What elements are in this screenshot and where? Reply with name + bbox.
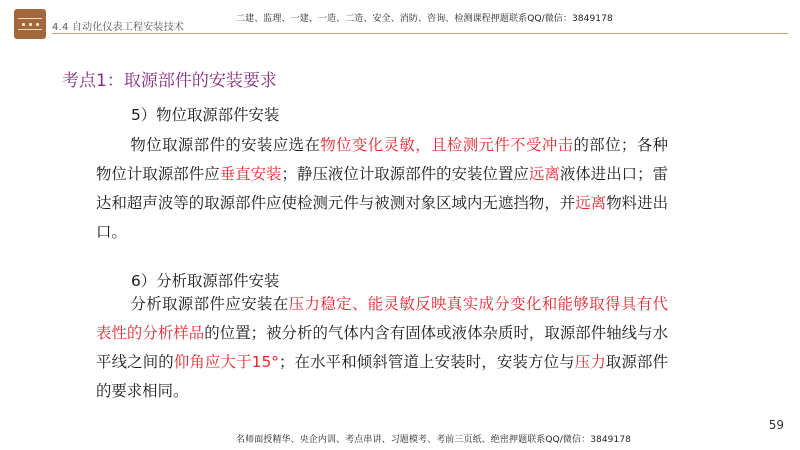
highlight-text: 仰角应大于15° [173,353,279,371]
body-text: 的部位；各种物位计取源部件应 [96,136,668,183]
body-text: ；静压液位计取源部件的安装位置应 [281,165,529,183]
highlight-text: 远离 [575,194,607,212]
highlight-text: 压力稳定、能灵敏反映真实成分变化和能够取得具有代表性的分析样品 [96,295,668,342]
body-text: 的位置；被分析的气体内含有固体或液体杂质时，取源部件轴线与水平线之间的 [96,324,668,371]
body-text: 分析取源部件应安装在 [130,295,289,313]
body-text: 物位取源部件的安装应选在 [130,136,321,154]
body-text: 取源部件的要求相同。 [96,353,668,400]
body-text: ；在水平和倾斜管道上安装时，安装方位与 [278,353,575,371]
section-body-analysis [96,290,668,406]
section-body-level [96,131,668,247]
header-divider [52,33,788,34]
body-text: 物料进出口。 [96,194,668,241]
section-title-analysis: 6）分析取源部件安装 [131,272,280,290]
topic-title: 考点1：取源部件的安装要求 [62,71,277,91]
page-number: 59 [768,418,784,432]
highlight-text: 垂直安装 [219,165,282,183]
footer-contact-text: 名师面授精华、央企内训、考点串讲、习题模考、考前三页纸、绝密押题联系QQ/微信：3849178 [236,435,631,445]
logo-mark [18,18,42,30]
highlight-text: 物位变化灵敏，且检测元件不受冲击 [320,136,574,154]
brand-logo-icon [14,9,46,39]
header-contact-text: 二建、监理、一建、一造、二造、安全、消防、咨询、检测课程押题联系QQ/微信：3849178 [236,14,613,24]
section-title-level: 5）物位取源部件安装 [131,106,280,124]
highlight-text: 压力 [574,353,606,371]
body-text: 液体进出口；雷达和超声波等的取源部件应使检测元件与被测对象区域内无遮挡物，并 [96,165,668,212]
chapter-label: 4.4 自动化仪表工程安装技术 [52,22,185,33]
highlight-text: 远离 [528,165,560,183]
